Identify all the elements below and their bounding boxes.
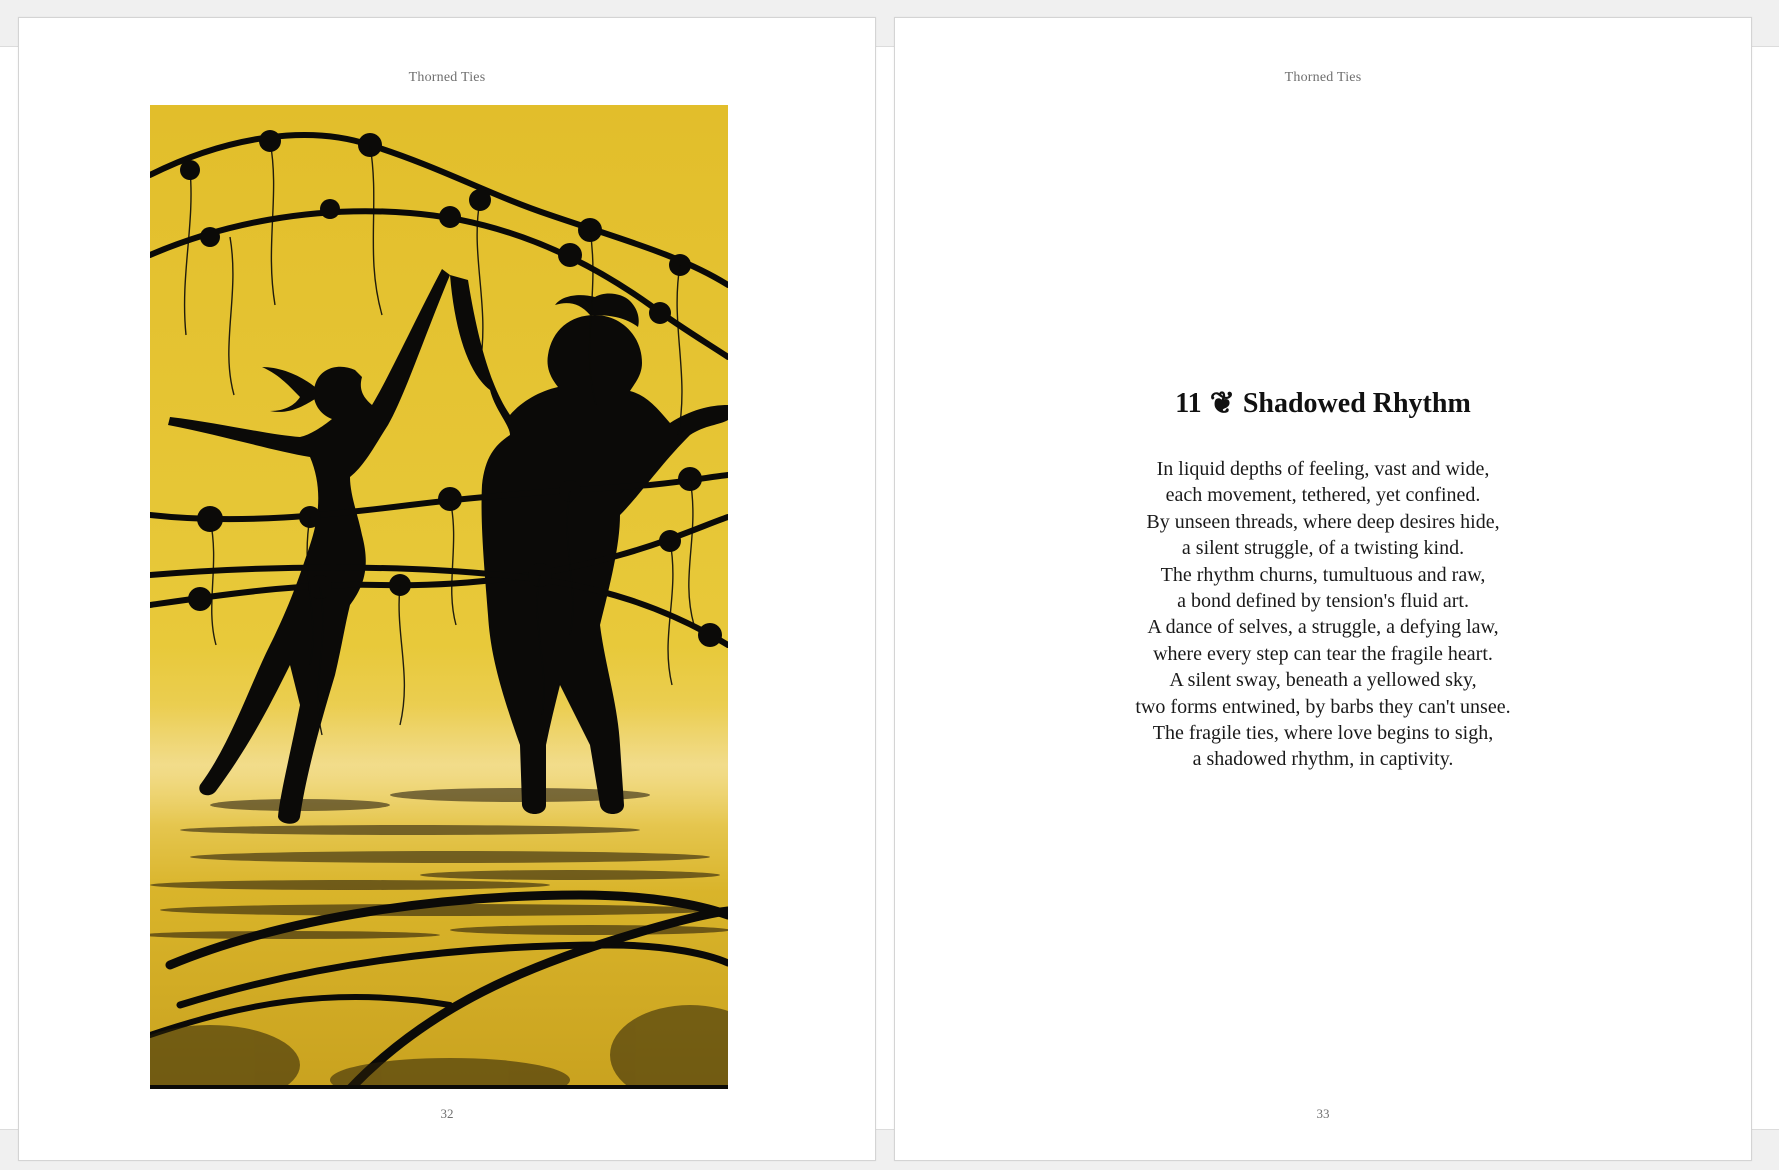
poem-line: a shadowed rhythm, in captivity. [1192, 748, 1454, 771]
poem-line: The rhythm churns, tumultuous and raw, [1160, 563, 1486, 586]
poem-line: In liquid depths of feeling, vast and wide, [1156, 458, 1490, 480]
poem-line: The fragile ties, where love begins to sigh, [1152, 722, 1494, 745]
poem-number: 11 [1175, 388, 1202, 419]
poem-line: a silent struggle, of a twisting kind. [1181, 537, 1465, 560]
poem-line: a bond defined by tension's fluid art. [1177, 590, 1469, 613]
poem [895, 384, 1751, 773]
page-number-left: 32 [440, 1106, 454, 1121]
running-head-right: Thorned Ties [1284, 70, 1362, 85]
poem-line: A silent sway, beneath a yellowed sky, [1169, 669, 1477, 692]
poem-illustration [150, 105, 728, 1089]
fleuron-icon: ❦ [1209, 387, 1235, 420]
poem-heading [895, 384, 1751, 424]
page-left [18, 17, 876, 1161]
page-number-right: 33 [1316, 1106, 1330, 1121]
poem-line: where every step can tear the fragile heart. [1153, 642, 1493, 665]
poem-body [895, 456, 1751, 773]
poem-line: By unseen threads, where deep desires hide, [1146, 510, 1500, 533]
poem-line: A dance of selves, a struggle, a defying law, [1147, 616, 1499, 639]
poem-line: two forms entwined, by barbs they can't unsee. [1135, 695, 1511, 718]
page-right [894, 17, 1752, 1161]
poem-line: each movement, tethered, yet confined. [1165, 484, 1481, 507]
poem-title: Shadowed Rhythm [1242, 388, 1471, 419]
illustration-artwork [150, 105, 728, 1089]
running-head-left: Thorned Ties [408, 70, 486, 85]
